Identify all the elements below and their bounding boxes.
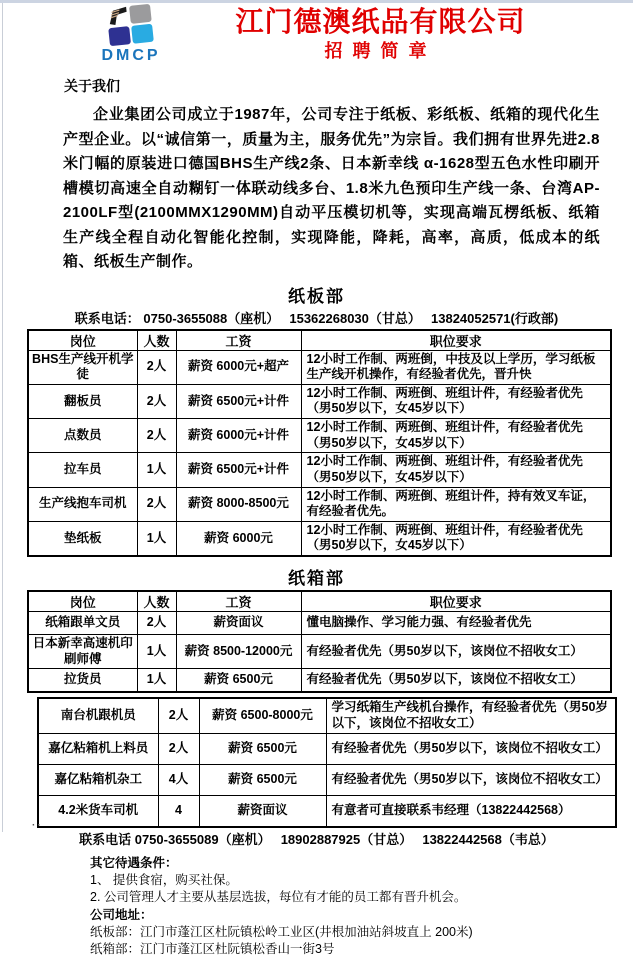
column-header: 人数	[137, 330, 176, 351]
about-paragraph: 企业集团公司成立于1987年，公司专注于纸板、彩纸板、纸箱的现代化生产型企业。以“诚信第一，质量为主，服务优先”为宗旨。我们拥有世界先进2.8米门幅的原装进口德国BHS生产线2条、日本新幸线 α-1628型五色水性印刷开槽模切高速全自动糊钉一体联动线多台、1.8米九色预印生产线一条、台湾AP-2100LF型(2100MMX1290MM)自动平压模切机等，实现高端瓦楞纸板、纸箱生产线全程自动化智能化控制，实现降能，降耗，高率，高质，低成本的纸箱、纸板生产制作。	[63, 106, 600, 270]
column-header: 岗位	[28, 330, 137, 351]
requirements-cell: 12小时工作制、两班倒、班组计件，持有效叉车证，有经验者优先。	[301, 487, 611, 521]
logo-text: DMCP	[101, 47, 161, 64]
column-header: 职位要求	[301, 591, 611, 612]
salary-cell: 薪资 6500元	[199, 764, 326, 795]
logo-gray-square	[129, 4, 152, 24]
salary-cell: 薪资 6500元+计件	[176, 453, 301, 487]
logo-squares	[106, 4, 154, 46]
address-heading: 公司地址：	[90, 907, 153, 922]
job-title-cell: 点数员	[28, 419, 137, 453]
job-row	[28, 612, 611, 635]
board-dept-table	[27, 329, 612, 558]
job-row	[38, 733, 616, 764]
salary-cell: 薪资 6000元+超产	[176, 350, 301, 384]
requirements-cell: 12小时工作制、两班倒，中技及以上学历，学习纸板生产线开机操作，有经验者优先，晋升快	[301, 350, 611, 384]
headcount-cell: 2人	[158, 733, 199, 764]
address-item: 纸板部：江门市蓬江区杜阮镇松岭工业区(井根加油站斜坡直上 200米)	[90, 924, 473, 939]
column-header: 人数	[137, 591, 176, 612]
job-title-cell: 垫纸板	[28, 521, 137, 556]
column-header: 工资	[176, 591, 301, 612]
requirements-cell: 有经验者优先（男50岁以下，该岗位不招收女工）	[326, 764, 616, 795]
salary-cell: 薪资面议	[176, 612, 301, 635]
document-header	[0, 0, 633, 64]
benefit-item: 2. 公司管理人才主要从基层选拔，每位有才能的员工都有晋升机会。	[90, 889, 467, 904]
job-title-cell: 拉车员	[28, 453, 137, 487]
job-title-cell: 4.2米货车司机	[38, 795, 158, 827]
salary-cell: 薪资 6500元+计件	[176, 384, 301, 418]
benefit-item: 1、 提供食宿，购买社保。	[90, 872, 238, 887]
table-header-row	[28, 330, 611, 351]
job-row	[28, 384, 611, 418]
requirements-cell: 学习纸箱生产线机台操作，有经验者优先（男50岁以下，该岗位不招收女工）	[326, 698, 616, 733]
logo-cyan-square	[131, 24, 154, 44]
requirements-cell: 12小时工作制、两班倒、班组计件，有经验者优先（男50岁以下，女45岁以下）	[301, 384, 611, 418]
headcount-cell: 1人	[137, 453, 176, 487]
document-title: 招聘简章	[324, 40, 437, 61]
job-row	[28, 350, 611, 384]
requirements-cell: 有经验者优先（男50岁以下，该岗位不招收女工）	[301, 635, 611, 669]
job-title-cell: 南台机跟机员	[38, 698, 158, 733]
page-left-edge	[2, 3, 3, 832]
page-marker-dots: ··	[32, 820, 43, 831]
requirements-cell: 有经验者优先（男50岁以下，该岗位不招收女工）	[326, 733, 616, 764]
benefits-heading: 其它待遇条件：	[90, 855, 178, 870]
logo-navy-square	[108, 26, 131, 46]
board-dept-contact-line: 联系电话： 0750-3655088（座机） 15362268030（甘总） 13824052571(行政部)	[74, 310, 559, 326]
job-title-cell: 嘉亿粘箱机上料员	[38, 733, 158, 764]
column-header: 职位要求	[301, 330, 611, 351]
requirements-cell: 12小时工作制、两班倒、班组计件，有经验者优先（男50岁以下，女45岁以下）	[301, 419, 611, 453]
salary-cell: 薪资 8500-12000元	[176, 635, 301, 669]
salary-cell: 薪资 6500元	[199, 733, 326, 764]
headcount-cell: 2人	[137, 350, 176, 384]
job-row	[38, 698, 616, 733]
job-title-cell: 纸箱跟单文员	[28, 612, 137, 635]
job-row	[28, 521, 611, 556]
salary-cell: 薪资 6500元	[176, 669, 301, 693]
requirements-cell: 懂电脑操作、学习能力强、有经验者优先	[301, 612, 611, 635]
headcount-cell: 1人	[137, 669, 176, 693]
salary-cell: 薪资 6500-8000元	[199, 698, 326, 733]
job-row	[28, 487, 611, 521]
headcount-cell: 2人	[158, 698, 199, 733]
job-title-cell: 日本新幸高速机印刷师傅	[28, 635, 137, 669]
headcount-cell: 2人	[137, 384, 176, 418]
job-title-cell: 生产线抱车司机	[28, 487, 137, 521]
job-title-cell: 翻板员	[28, 384, 137, 418]
column-header: 岗位	[28, 591, 137, 612]
headcount-cell: 1人	[137, 635, 176, 669]
carton-dept-title: 纸箱部	[288, 569, 345, 588]
carton-dept-contact-line: 联系电话 0750-3655089（座机） 18902887925（甘总） 13822442568（韦总）	[79, 831, 554, 847]
window-top-edge	[0, 0, 633, 3]
company-name: 江门德澳纸品有限公司	[235, 6, 526, 37]
about-heading: 关于我们	[64, 78, 120, 94]
headcount-cell: 2人	[137, 419, 176, 453]
address-item: 纸箱部：江门市蓬江区杜阮镇松香山一街3号	[90, 941, 335, 956]
salary-cell: 薪资面议	[199, 795, 326, 827]
salary-cell: 薪资 6000元	[176, 521, 301, 556]
job-row	[28, 453, 611, 487]
requirements-cell: 有经验者优先（男50岁以下，该岗位不招收女工）	[301, 669, 611, 693]
job-row	[38, 764, 616, 795]
job-row	[28, 669, 611, 693]
company-logo	[92, 6, 204, 64]
job-title-cell: 拉货员	[28, 669, 137, 693]
title-block	[204, 6, 603, 64]
headcount-cell: 1人	[137, 521, 176, 556]
logo-paper-stack-icon	[106, 6, 129, 26]
requirements-cell: 12小时工作制、两班倒、班组计件，有经验者优先（男50岁以下，女45岁以下）	[301, 521, 611, 556]
job-row	[38, 795, 616, 827]
footer-block	[90, 856, 633, 957]
requirements-cell: 有意者可直接联系韦经理（13822442568）	[326, 795, 616, 827]
carton-dept-table-upper	[27, 590, 612, 693]
table-header-row	[28, 591, 611, 612]
column-header: 工资	[176, 330, 301, 351]
salary-cell: 薪资 8000-8500元	[176, 487, 301, 521]
headcount-cell: 2人	[137, 487, 176, 521]
headcount-cell: 4人	[158, 764, 199, 795]
headcount-cell: 4	[158, 795, 199, 827]
board-dept-title: 纸板部	[288, 286, 345, 306]
headcount-cell: 2人	[137, 612, 176, 635]
salary-cell: 薪资 6000元+计件	[176, 419, 301, 453]
carton-dept-table-lower	[37, 697, 617, 827]
job-row	[28, 419, 611, 453]
job-title-cell: 嘉亿粘箱机杂工	[38, 764, 158, 795]
requirements-cell: 12小时工作制、两班倒、班组计件，有经验者优先（男50岁以下，女45岁以下）	[301, 453, 611, 487]
job-title-cell: BHS生产线开机学徒	[28, 350, 137, 384]
job-row	[28, 635, 611, 669]
